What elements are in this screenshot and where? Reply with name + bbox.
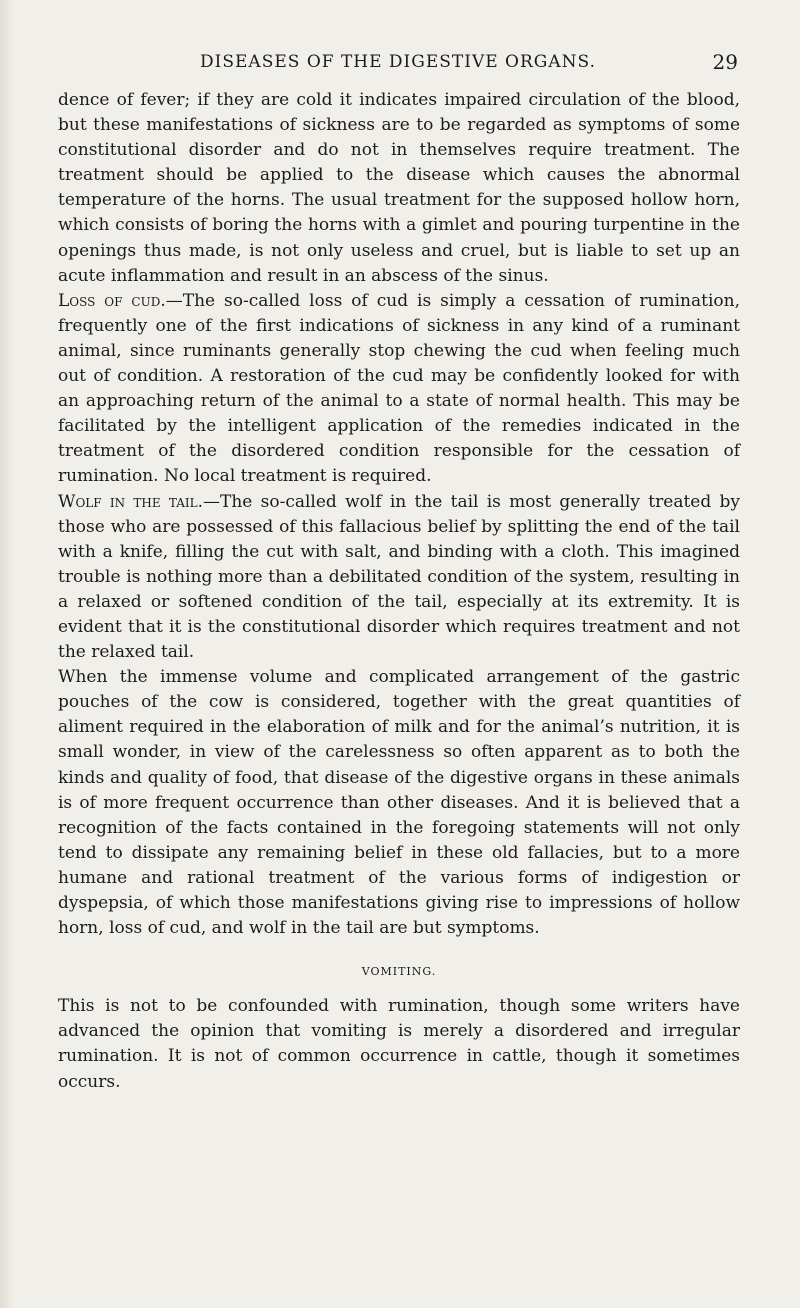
paragraph-loss-of-cud [58,289,740,490]
paragraph-vomiting: This is not to be confounded with rumination, though some writers have advanced the opinion that vomiting is merely a disordered and irregular rumination. It is not of common occurrence in cattle, though it sometimes occurs. [58,996,740,1092]
running-title: DISEASES OF THE DIGESTIVE ORGANS. [200,52,596,72]
paragraph-text: —The so-called loss of cud is simply a cessation of rumination, frequently one of the first indications of sickness in any kind of a ruminant animal, since ruminants generally stop chewing the cud when feeling much out of condition. A restoration of the cud may be confidently looked for with an approaching return of the animal to a state of normal health. This may be facilitated by the intelligent application of the remedies indicated in the treatment of the disordered condition responsible for the cessation of rumination. No local treatment is required. [58,290,740,487]
section-heading-vomiting: VOMITING. [361,965,437,979]
paragraph-hollow-horn-continued: dence of fever; if they are cold it indicates impaired circulation of the blood, but these manifestations of sickness are to be regarded as symptoms of some constitutional disorder and do not in themselves require treatment. The treatment should be applied to the disease which causes the abnormal temperature of the horns. The usual treatment for the supposed hollow horn, which consists of boring the horns with a gimlet and pouring turpentine in the openings thus made, is not only useless and cruel, but is liable to set up an acute inflammation and result in an abscess of the sinus. [58,90,740,286]
run-in-heading-wolf-in-tail: Wolf in the tail. [58,491,204,512]
page-header [58,50,738,80]
body-text [58,88,740,1095]
page-number: 29 [712,50,738,74]
paragraph-digestive-summary: When the immense volume and complicated arrangement of the gastric pouches of the cow is considered, together with the great quantities of aliment required in the elaboration of milk and for the animal’s nutrition, it is small wonder, in view of the carelessness so often apparent as to both the kinds and quality of food, that disease of the digestive organs in these animals is of more frequent occurrence than other diseases. And it is believed that a recognition of the facts contained in the foregoing statements will not only tend to dissipate any remaining belief in these old fallacies, but to a more humane and rational treatment of the various forms of indigestion or dyspepsia, of which those manifestations giving rise to impressions of hollow horn, loss of cud, and wolf in the tail are but symptoms. [58,667,740,939]
paragraph-text: —The so-called wolf in the tail is most generally treated by those who are possessed of this fallacious belief by splitting the end of the tail with a knife, filling the cut with salt, and binding with a cloth. This imagined trouble is nothing more than a debilitated condition of the system, resulting in a relaxed or softened condition of the tail, especially at its extremity. It is evident that it is the constitutional disorder which requires treatment and not the relaxed tail. [58,491,740,663]
paragraph-wolf-in-tail [58,490,740,666]
page-binding-edge [0,0,14,1308]
run-in-heading-loss-of-cud: Loss of cud. [58,290,166,311]
